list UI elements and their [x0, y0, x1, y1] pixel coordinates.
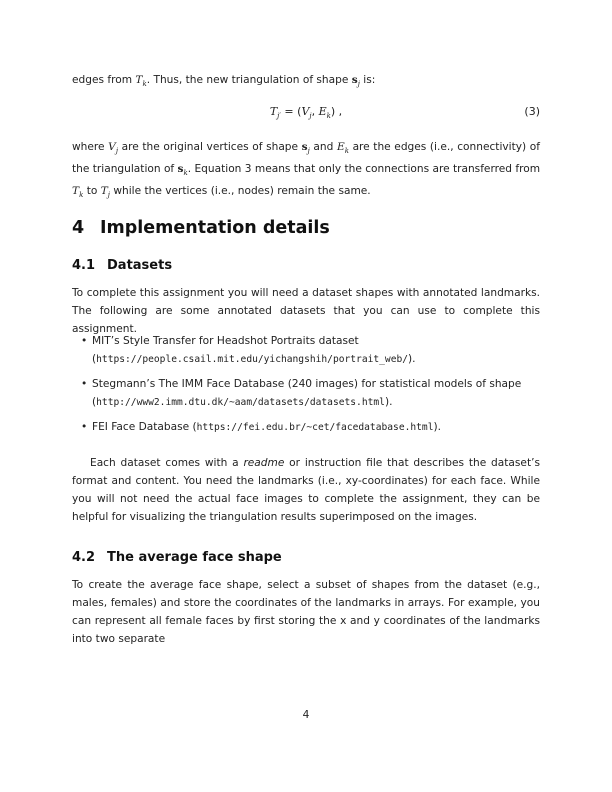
- math-T: $T_k$: [135, 74, 147, 89]
- math-s: s: [351, 74, 358, 86]
- section-heading-4: 4 Implementation details: [72, 218, 330, 238]
- list-item-fei: • FEI Face Database (https://fei.edu.br/~cet/facedatabase.html).: [81, 421, 441, 433]
- subsection-heading-4-1: 4.1 Datasets: [72, 258, 173, 273]
- link-fei[interactable]: https://fei.edu.br/~cet/facedatabase.html: [196, 422, 434, 433]
- page: [72, 0, 540, 792]
- list-item-mit: • MIT’s Style Transfer for Headshot Portraits dataset (https://people.csail.mit.edu/yichangshih/portrait_web/).: [81, 335, 416, 365]
- text-span: edges from: [72, 74, 136, 86]
- paragraph-definition: where $V_j$ are the original vertices of shape $s_j$ and $E_k$ are the edges (i.e., connectivity) of the triangulation of $s_k$. Equation 3 means that only the connections are transferred from $T_k$ to $T_j$ while the vertices (i.e., nodes) remain the same.: [72, 141, 541, 200]
- datasets-paragraph: Each dataset comes with a readme or instruction file that describes the dataset’s format and content. You need the landmarks (i.e., xy-coordinates) for each face. While you will not need the actual face images to complete the assignment, they can be helpful for visualizing the triangulation results superimposed on the images.: [72, 457, 540, 523]
- readme-emphasis: readme: [243, 457, 285, 469]
- link-imm[interactable]: http://www2.imm.dtu.dk/~aam/datasets/datasets.html: [96, 397, 385, 408]
- paragraph-intro: [72, 71, 540, 93]
- math-sub: j: [357, 80, 360, 89]
- subsection-heading-4-2: 4.2 The average face shape: [72, 550, 282, 565]
- equation-number: (3): [524, 105, 540, 118]
- link-mit[interactable]: https://people.csail.mit.edu/yichangshih/portrait_web/: [96, 354, 409, 365]
- equation-body: $T_{j'} = (V_j$, $E_k$) ,: [269, 105, 343, 121]
- list-item-imm: • Stegmann’s The IMM Face Database (240 images) for statistical models of shape (http://www2.imm.dtu.dk/~aam/datasets/datasets.html).: [81, 378, 522, 408]
- page-number: 4: [302, 709, 310, 721]
- datasets-list: [72, 332, 540, 437]
- equation-3: [72, 105, 540, 123]
- text-span: is:: [359, 74, 376, 86]
- text-span: . Thus, the new triangulation of shape: [146, 74, 352, 86]
- datasets-intro: To complete this assignment you will need a dataset shapes with annotated landmarks. The following are some annotated datasets that you can use to complete this assignment.: [72, 287, 540, 335]
- average-face-paragraph: To create the average face shape, select a subset of shapes from the dataset (e.g., males, females) and store the coordinates of the landmarks in arrays. For example, you can represent all female faces by first storing the x and y coordinates of the landmarks into two separate: [72, 579, 540, 645]
